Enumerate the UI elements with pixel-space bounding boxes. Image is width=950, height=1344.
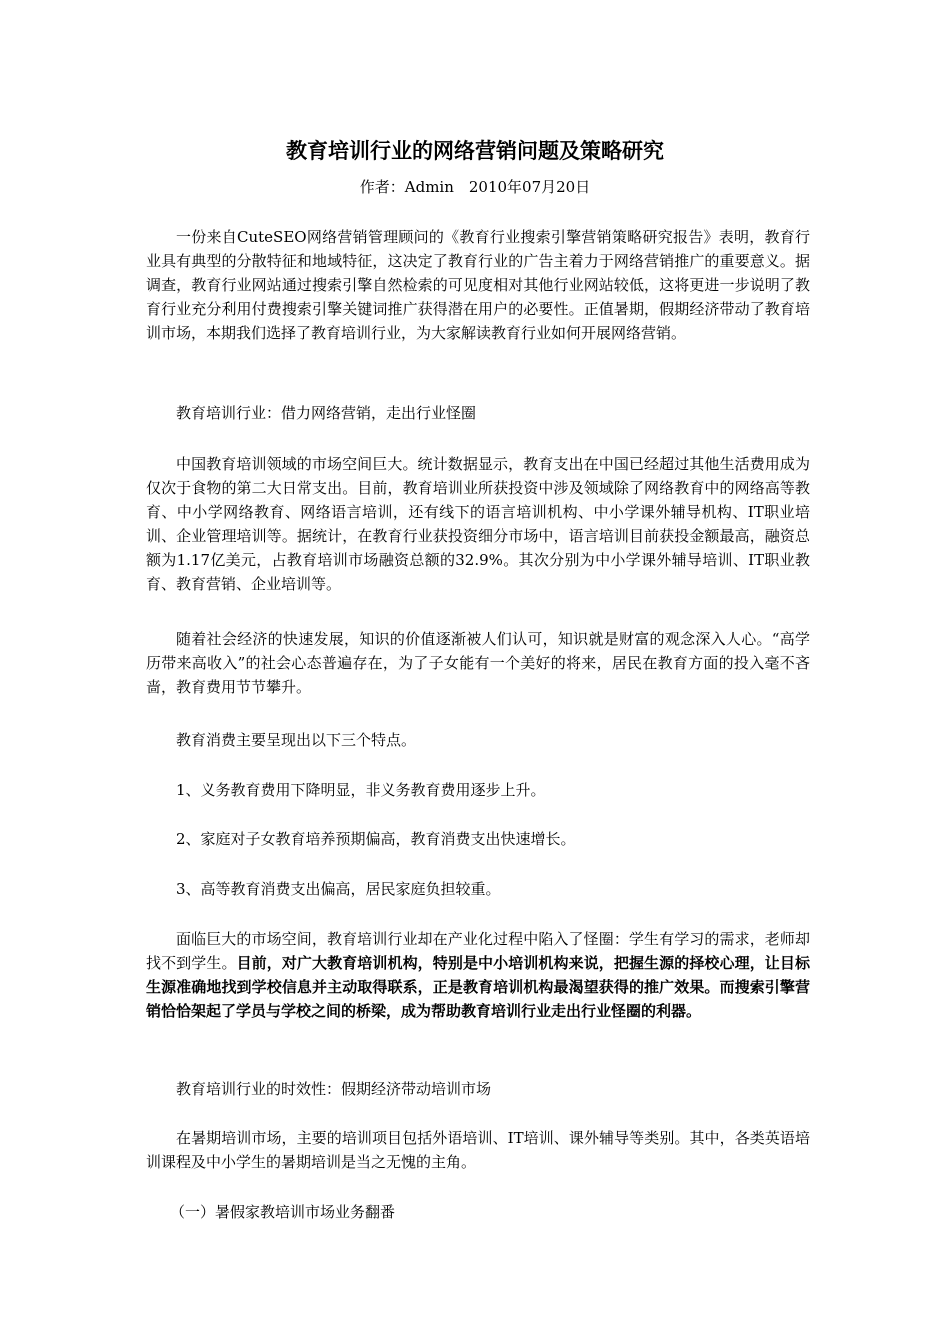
paragraph-social: 随着社会经济的快速发展，知识的价值逐渐被人们认可，知识就是财富的观念深入人心。“高学历带来高收入”的社会心态普遍存在，为了子女能有一个美好的将来，居民在教育方面的投入毫不吝啬，教育费用节节攀升。 bbox=[146, 630, 810, 696]
list-item-3: 3、高等教育消费支出偏高，居民家庭负担较重。 bbox=[176, 880, 501, 898]
paragraph-intro: 一份来自CuteSEO网络营销管理顾问的《教育行业搜索引擎营销策略研究报告》表明，教育行业具有典型的分散特征和地域特征，这决定了教育行业的广告主着力于网络营销推广的重要意义。据调查，教育行业网站通过搜索引擎自然检索的可见度相对其他行业网站较低，这将更进一步说明了教育行业充分利用付费搜索引擎关键词推广获得潜在用户的必要性。正值暑期，假期经济带动了教育培训市场，本期我们选择了教育培训行业，为大家解读教育行业如何开展网络营销。 bbox=[146, 228, 810, 342]
list-item-1: 1、义务教育费用下降明显，非义务教育费用逐步上升。 bbox=[176, 781, 546, 799]
paragraph-market: 中国教育培训领域的市场空间巨大。统计数据显示，教育支出在中国已经超过其他生活费用成为仅次于食物的第二大日常支出。目前，教育培训业所获投资中涉及领域除了网络教育中的网络高等教育、中小学网络教育、网络语言培训，还有线下的语言培训机构、中小学课外辅导机构、IT职业培训、企业管理培训等。据统计，在教育行业获投资细分市场中，语言培训目前获投金额最高，融资总额为1.17亿美元，占教育培训市场融资总额的32.9%。其次分别为中小学课外辅导培训、IT职业教育、教育营销、企业培训等。 bbox=[146, 455, 810, 593]
section-heading-1: 教育培训行业：借力网络营销，走出行业怪圈 bbox=[176, 404, 477, 422]
paragraph-dilemma-normal: 面临巨大的市场空间，教育培训行业却在产业化过程中陷入了怪圈：学生有学习的需求，老师却找不到学生。 bbox=[146, 930, 810, 972]
document-title: 教育培训行业的网络营销问题及策略研究 bbox=[286, 138, 664, 163]
subsection-heading-1: （一）暑假家教培训市场业务翻番 bbox=[170, 1203, 396, 1221]
paragraph-dilemma-bold: 目前，对广大教育培训机构，特别是中小培训机构来说，把握生源的择校心理，让目标生源准确地找到学校信息并主动取得联系，正是教育培训机构最渴望获得的推广效果。而搜索引擎营销恰恰架起了学员与学校之间的桥梁，成为帮助教育培训行业走出行业怪圈的利器。 bbox=[146, 954, 810, 1020]
author-date-line: 作者：Admin 2010年07月20日 bbox=[359, 178, 591, 196]
section-heading-2: 教育培训行业的时效性：假期经济带动培训市场 bbox=[176, 1080, 492, 1098]
paragraph-features-intro: 教育消费主要呈现出以下三个特点。 bbox=[176, 731, 417, 749]
paragraph-dilemma bbox=[146, 927, 810, 1023]
paragraph-summer: 在暑期培训市场，主要的培训项目包括外语培训、IT培训、课外辅导等类别。其中，各类英语培训课程及中小学生的暑期培训是当之无愧的主角。 bbox=[146, 1129, 810, 1171]
list-item-2: 2、家庭对子女教育培养预期偏高，教育消费支出快速增长。 bbox=[176, 830, 576, 848]
